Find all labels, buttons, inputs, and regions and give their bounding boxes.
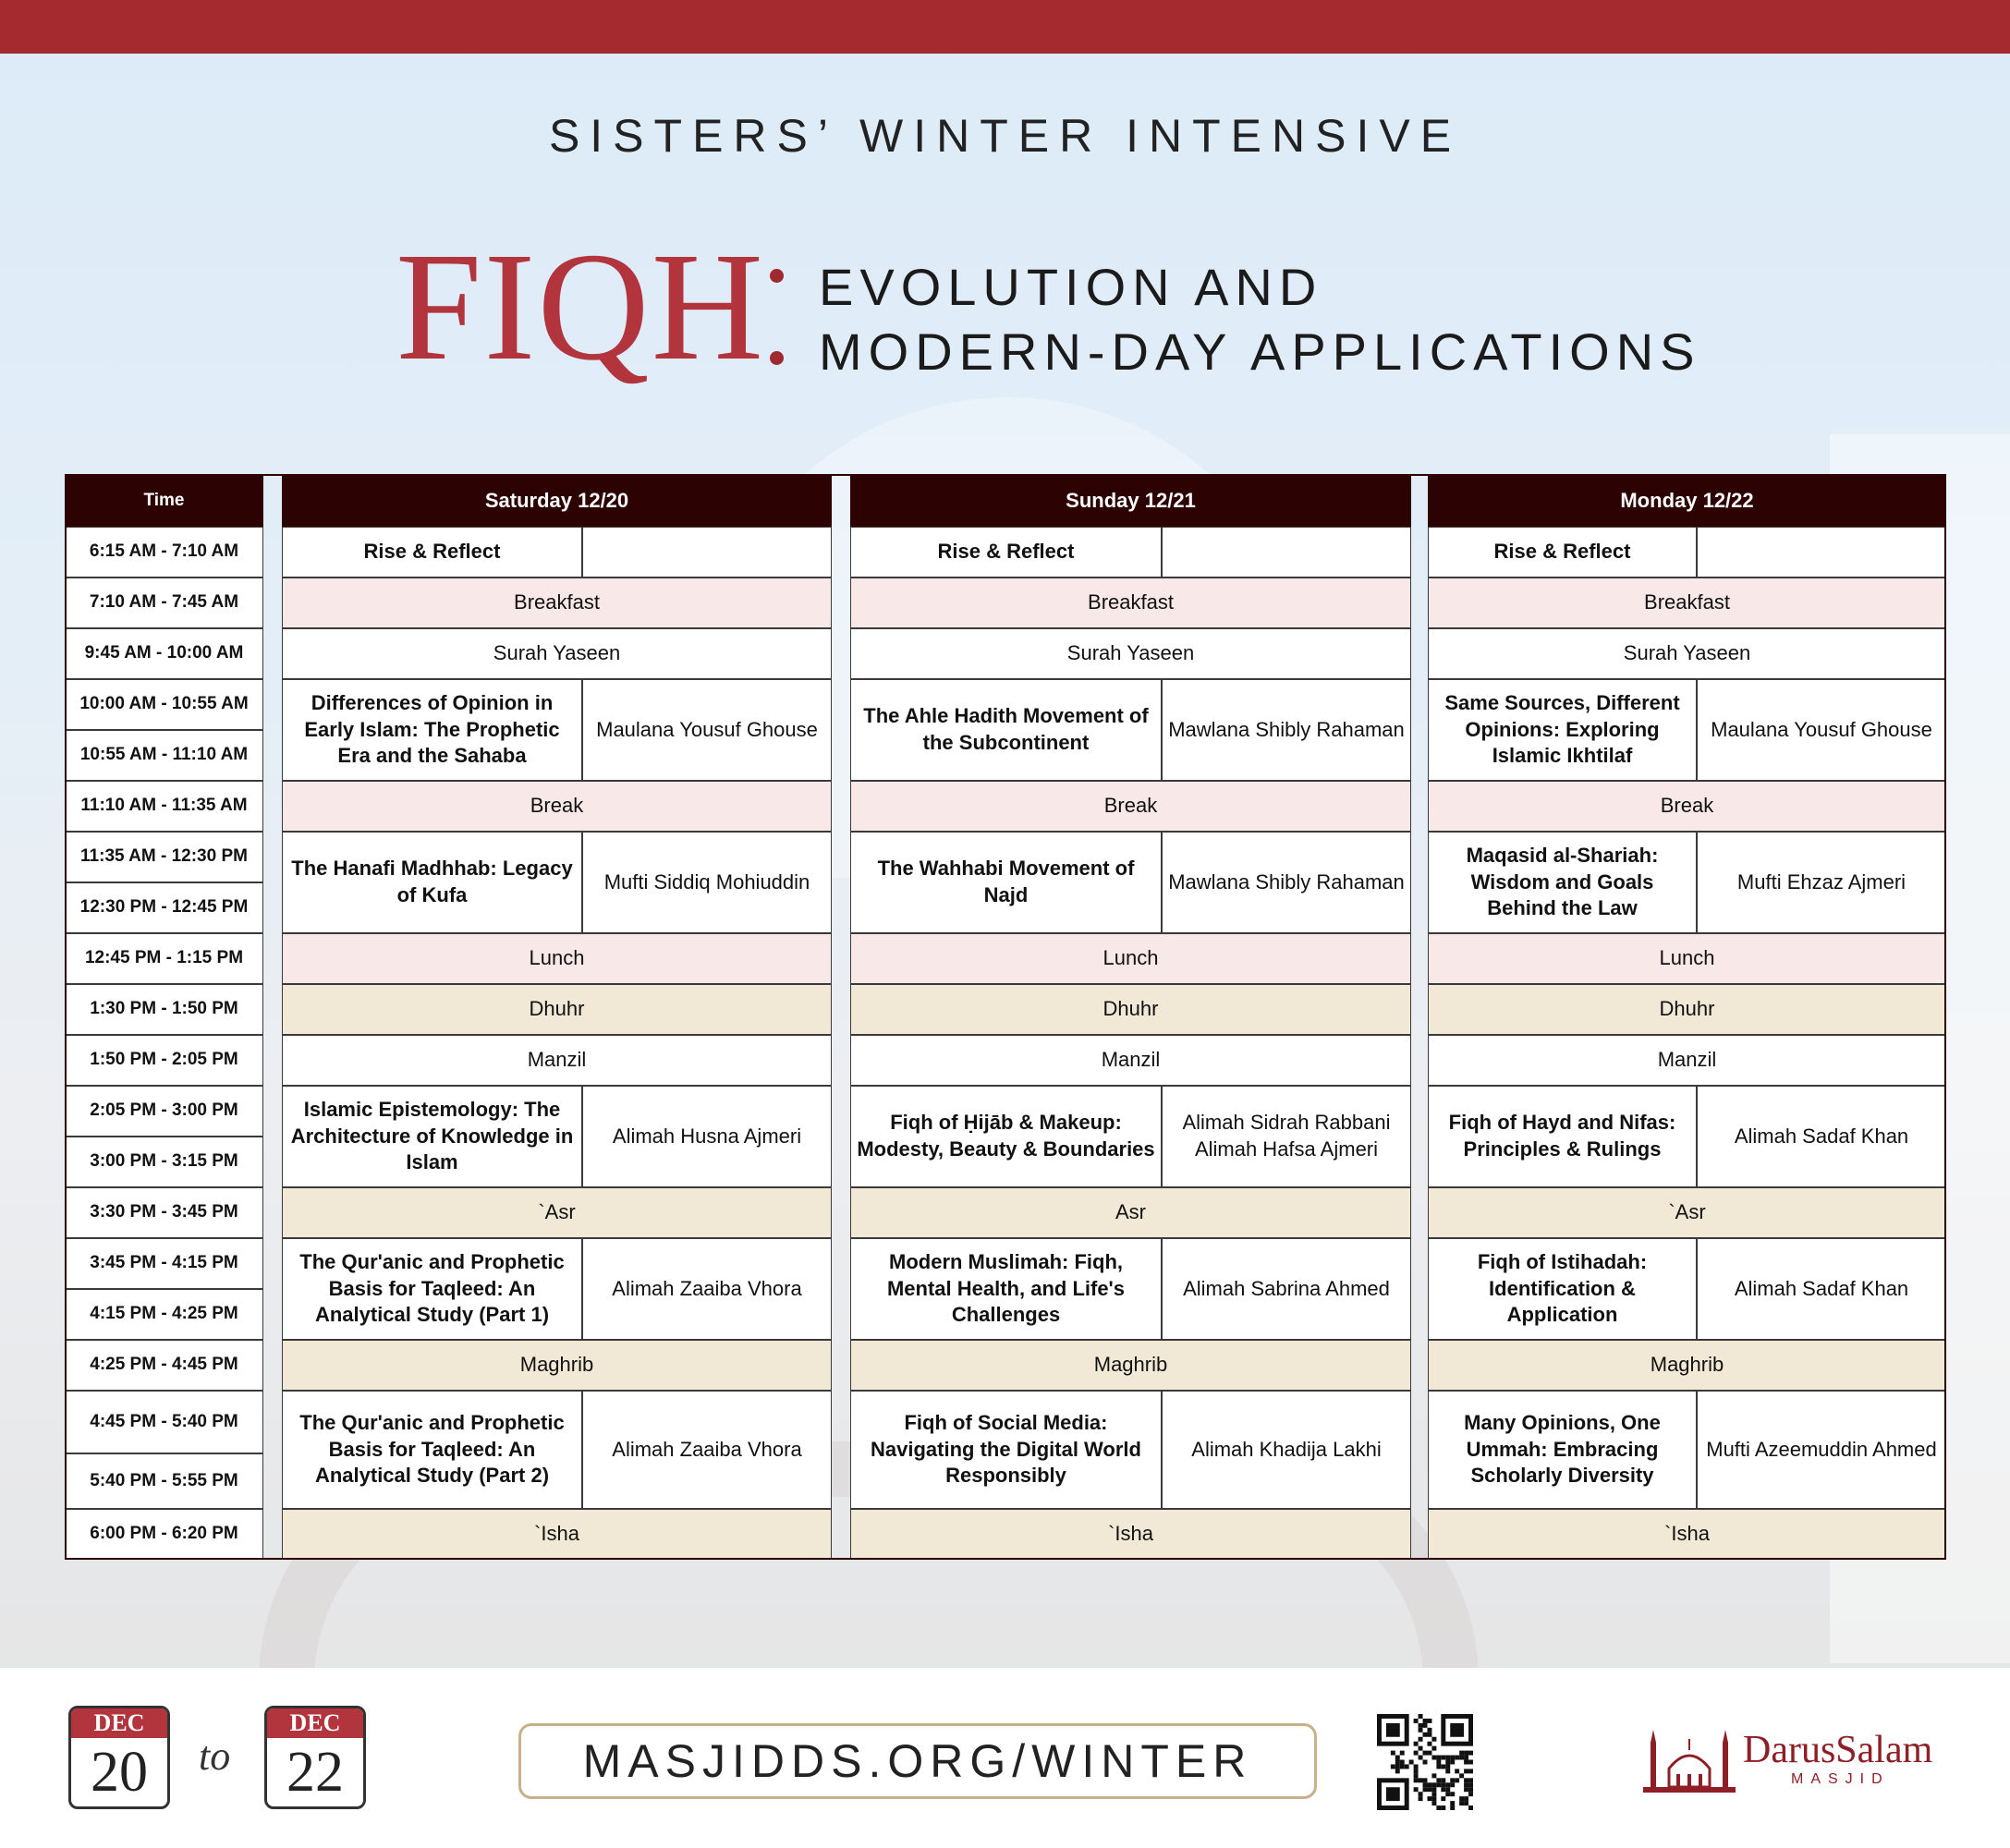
time-column-header: Time: [65, 474, 263, 527]
schedule-frame: [65, 474, 1946, 1560]
isha-row: `Isha: [282, 1509, 832, 1560]
time-slot: 4:45 PM - 5:40 PM: [65, 1391, 263, 1453]
time-slot: 11:35 AM - 12:30 PM: [65, 832, 263, 882]
session-speaker: Alimah Sidrah Rabbani Alimah Hafsa Ajmeri: [1162, 1086, 1411, 1187]
top-banner: [0, 0, 2010, 54]
calendar-start-day: 20: [91, 1741, 148, 1804]
time-slot: 3:30 PM - 3:45 PM: [65, 1187, 263, 1238]
rise-reflect-cell: Rise & Reflect: [1428, 527, 1697, 578]
dhuhr-row: Dhuhr: [850, 984, 1411, 1035]
session-speaker: Mawlana Shibly Rahaman: [1162, 832, 1411, 933]
time-slot: 6:00 PM - 6:20 PM: [65, 1509, 263, 1560]
date-range-to: to: [199, 1733, 231, 1779]
time-slot: 10:00 AM - 10:55 AM: [65, 679, 263, 730]
dhuhr-row: Dhuhr: [282, 984, 832, 1035]
manzil-row: Manzil: [1428, 1035, 1946, 1086]
time-slot: 3:45 PM - 4:15 PM: [65, 1238, 263, 1289]
session-speaker: Alimah Zaaiba Vhora: [582, 1391, 832, 1509]
session-speaker: Alimah Sadaf Khan: [1697, 1086, 1946, 1187]
calendar-end-month: DEC: [267, 1708, 363, 1738]
session-title: Modern Muslimah: Fiqh, Mental Health, and Life's Challenges: [850, 1238, 1162, 1340]
time-slot: 4:25 PM - 4:45 PM: [65, 1340, 263, 1391]
time-slot: 11:10 AM - 11:35 AM: [65, 781, 263, 832]
title-line-2: MODERN-DAY APPLICATIONS: [819, 322, 1701, 381]
colon-dot-top: [770, 269, 784, 283]
calendar-start-month: DEC: [71, 1708, 167, 1738]
dhuhr-row: Dhuhr: [1428, 984, 1946, 1035]
day-header: Saturday 12/20: [282, 474, 832, 527]
asr-row: `Asr: [282, 1187, 832, 1238]
session-speaker: Maulana Yousuf Ghouse: [1697, 679, 1946, 781]
time-slot: 9:45 AM - 10:00 AM: [65, 628, 263, 679]
session-speaker: Mufti Siddiq Mohiuddin: [582, 832, 832, 933]
website-url-link[interactable]: MASJIDDS.ORG/WINTER: [518, 1723, 1317, 1799]
breakfast-row: Breakfast: [282, 578, 832, 628]
session-title: The Hanafi Madhhab: Legacy of Kufa: [282, 832, 582, 933]
session-speaker: Mawlana Shibly Rahaman: [1162, 679, 1411, 781]
time-slot: 6:15 AM - 7:10 AM: [65, 527, 263, 578]
session-speaker: Alimah Khadija Lakhi: [1162, 1391, 1411, 1509]
event-subtitle: SISTERS’ WINTER INTENSIVE: [548, 110, 1462, 162]
asr-row: Asr: [850, 1187, 1411, 1238]
day-header: Sunday 12/21: [850, 474, 1411, 527]
session-title: The Wahhabi Movement of Najd: [850, 832, 1162, 933]
session-title: Differences of Opinion in Early Islam: The Prophetic Era and the Sahaba: [282, 679, 582, 781]
maghrib-row: Maghrib: [282, 1340, 832, 1391]
colon-dot-bottom: [770, 351, 784, 365]
isha-row: `Isha: [1428, 1509, 1946, 1560]
yaseen-row: Surah Yaseen: [850, 628, 1411, 679]
lunch-row: Lunch: [282, 933, 832, 984]
logo-name: DarusSalam: [1743, 1729, 1933, 1771]
calendar-end-icon: [264, 1706, 366, 1809]
time-slot: 12:45 PM - 1:15 PM: [65, 933, 263, 984]
calendar-start-icon: [68, 1706, 170, 1809]
session-title: Many Opinions, One Ummah: Embracing Scholarly Diversity: [1428, 1391, 1697, 1509]
session-speaker: Maulana Yousuf Ghouse: [582, 679, 832, 781]
session-title: Maqasid al-Shariah: Wisdom and Goals Behind the Law: [1428, 832, 1697, 933]
qr-code-icon[interactable]: [1377, 1714, 1473, 1810]
title-fiqh: FIQH: [396, 221, 766, 393]
mosque-logo-icon: [1641, 1726, 1737, 1794]
asr-row: `Asr: [1428, 1187, 1946, 1238]
lunch-row: Lunch: [850, 933, 1411, 984]
session-title: The Qur'anic and Prophetic Basis for Taqleed: An Analytical Study (Part 2): [282, 1391, 582, 1509]
session-title: The Ahle Hadith Movement of the Subcontinent: [850, 679, 1162, 781]
time-slot: 5:40 PM - 5:55 PM: [65, 1453, 263, 1509]
session-title: The Qur'anic and Prophetic Basis for Taqleed: An Analytical Study (Part 1): [282, 1238, 582, 1340]
session-speaker: Mufti Ehzaz Ajmeri: [1697, 832, 1946, 933]
session-speaker: Mufti Azeemuddin Ahmed: [1697, 1391, 1946, 1509]
title-line-1: EVOLUTION AND: [819, 258, 1323, 316]
break-row: Break: [850, 781, 1411, 832]
session-title: Fiqh of Ḥijāb & Makeup: Modesty, Beauty & Boundaries: [850, 1086, 1162, 1187]
session-speaker: Alimah Zaaiba Vhora: [582, 1238, 832, 1340]
manzil-row: Manzil: [282, 1035, 832, 1086]
rise-reflect-cell: Rise & Reflect: [850, 527, 1162, 578]
rise-reflect-cell: Rise & Reflect: [282, 527, 582, 578]
time-slot: 12:30 PM - 12:45 PM: [65, 882, 263, 933]
session-title: Islamic Epistemology: The Architecture of Knowledge in Islam: [282, 1086, 582, 1187]
session-title: Fiqh of Istihadah: Identification & Application: [1428, 1238, 1697, 1340]
break-row: Break: [1428, 781, 1946, 832]
time-slot: 4:15 PM - 4:25 PM: [65, 1289, 263, 1340]
break-row: Break: [282, 781, 832, 832]
session-title: Same Sources, Different Opinions: Exploring Islamic Ikhtilaf: [1428, 679, 1697, 781]
lunch-row: Lunch: [1428, 933, 1946, 984]
manzil-row: Manzil: [850, 1035, 1411, 1086]
breakfast-row: Breakfast: [850, 578, 1411, 628]
time-slot: 10:55 AM - 11:10 AM: [65, 730, 263, 781]
calendar-end-day: 22: [286, 1741, 344, 1804]
session-speaker: Alimah Sabrina Ahmed: [1162, 1238, 1411, 1340]
time-slot: 3:00 PM - 3:15 PM: [65, 1137, 263, 1187]
isha-row: `Isha: [850, 1509, 1411, 1560]
session-title: Fiqh of Hayd and Nifas: Principles & Rulings: [1428, 1086, 1697, 1187]
time-slot: 1:30 PM - 1:50 PM: [65, 984, 263, 1035]
session-speaker: Alimah Husna Ajmeri: [582, 1086, 832, 1187]
yaseen-row: Surah Yaseen: [1428, 628, 1946, 679]
maghrib-row: Maghrib: [850, 1340, 1411, 1391]
logo-subtitle: MASJID: [1791, 1771, 1890, 1787]
session-title: Fiqh of Social Media: Navigating the Digital World Responsibly: [850, 1391, 1162, 1509]
day-header: Monday 12/22: [1428, 474, 1946, 527]
yaseen-row: Surah Yaseen: [282, 628, 832, 679]
session-speaker: Alimah Sadaf Khan: [1697, 1238, 1946, 1340]
time-slot: 7:10 AM - 7:45 AM: [65, 578, 263, 628]
time-slot: 1:50 PM - 2:05 PM: [65, 1035, 263, 1086]
breakfast-row: Breakfast: [1428, 578, 1946, 628]
maghrib-row: Maghrib: [1428, 1340, 1946, 1391]
time-slot: 2:05 PM - 3:00 PM: [65, 1086, 263, 1137]
